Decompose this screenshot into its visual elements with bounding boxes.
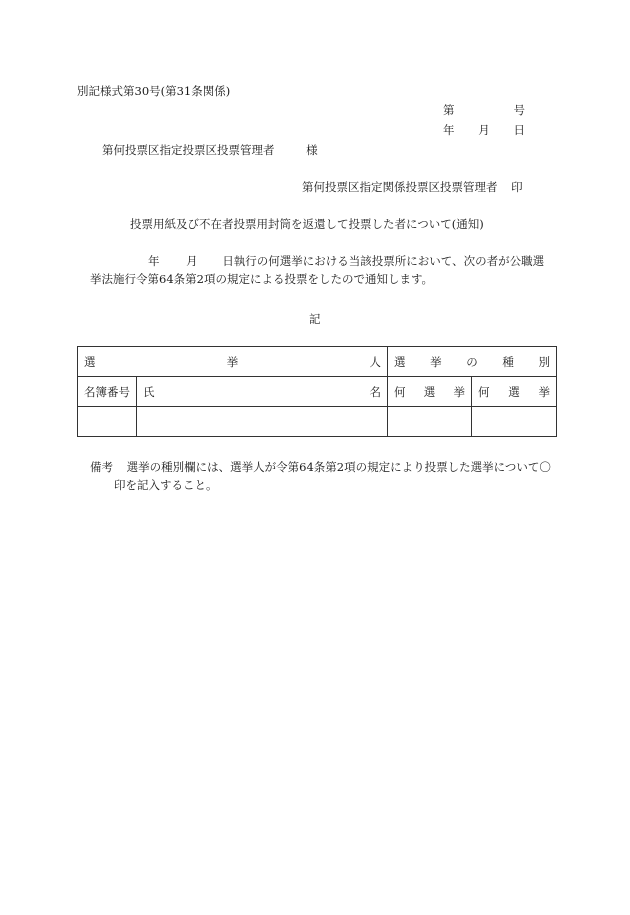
form-label: 別記様式第30号(第31条関係) bbox=[77, 84, 231, 98]
body-line-1 bbox=[148, 253, 544, 269]
note-line-2: 印を記入すること。 bbox=[114, 478, 218, 492]
number-suffix: 号 bbox=[513, 103, 525, 117]
date-line bbox=[443, 122, 525, 138]
addressee-name: 第何投票区指定投票区投票管理者 bbox=[102, 143, 275, 157]
header-shimei: 氏 名 bbox=[137, 377, 388, 407]
header-senkyonin: 選 挙 人 bbox=[78, 347, 388, 377]
date-month: 月 bbox=[478, 123, 490, 137]
note-text-1: 選挙の種別欄には、選挙人が令第64条第2項の規定により投票した選挙について〇 bbox=[126, 460, 551, 474]
table-subheader-row bbox=[78, 377, 557, 407]
header-meibo-bango: 名簿番号 bbox=[78, 377, 137, 407]
date-day: 日 bbox=[513, 123, 525, 137]
number-prefix: 第 bbox=[443, 103, 455, 117]
document-number-line bbox=[443, 102, 525, 118]
document-title: 投票用紙及び不在者投票用封筒を返還して投票した者について(通知) bbox=[130, 217, 484, 231]
header-election-b: 何 選 挙 bbox=[472, 377, 557, 407]
cell-election-a[interactable] bbox=[388, 407, 472, 437]
table-header-row bbox=[78, 347, 557, 377]
cell-election-b[interactable] bbox=[472, 407, 557, 437]
cell-meibo-bango[interactable] bbox=[78, 407, 137, 437]
ki-heading: 記 bbox=[309, 312, 321, 326]
addressee bbox=[102, 142, 318, 158]
note-line-1 bbox=[90, 459, 551, 475]
table-row bbox=[78, 407, 557, 437]
body-year: 年 bbox=[148, 254, 160, 268]
body-text-1: 日執行の何選挙における当該投票所において、次の者が公職選 bbox=[222, 254, 545, 268]
voter-table bbox=[77, 346, 557, 437]
sender-name: 第何投票区指定関係投票区投票管理者 bbox=[302, 180, 498, 194]
sender bbox=[302, 179, 523, 195]
header-election-a: 何 選 挙 bbox=[388, 377, 472, 407]
note-label: 備考 bbox=[90, 460, 113, 474]
addressee-honorific: 様 bbox=[306, 143, 318, 157]
date-year: 年 bbox=[443, 123, 455, 137]
body-month: 月 bbox=[186, 254, 198, 268]
seal-mark: 印 bbox=[511, 180, 523, 194]
body-line-2: 挙法施行令第64条第2項の規定による投票をしたので通知します。 bbox=[90, 272, 434, 286]
cell-shimei[interactable] bbox=[137, 407, 388, 437]
header-senkyo-shubetsu: 選 挙 の 種 別 bbox=[388, 347, 557, 377]
